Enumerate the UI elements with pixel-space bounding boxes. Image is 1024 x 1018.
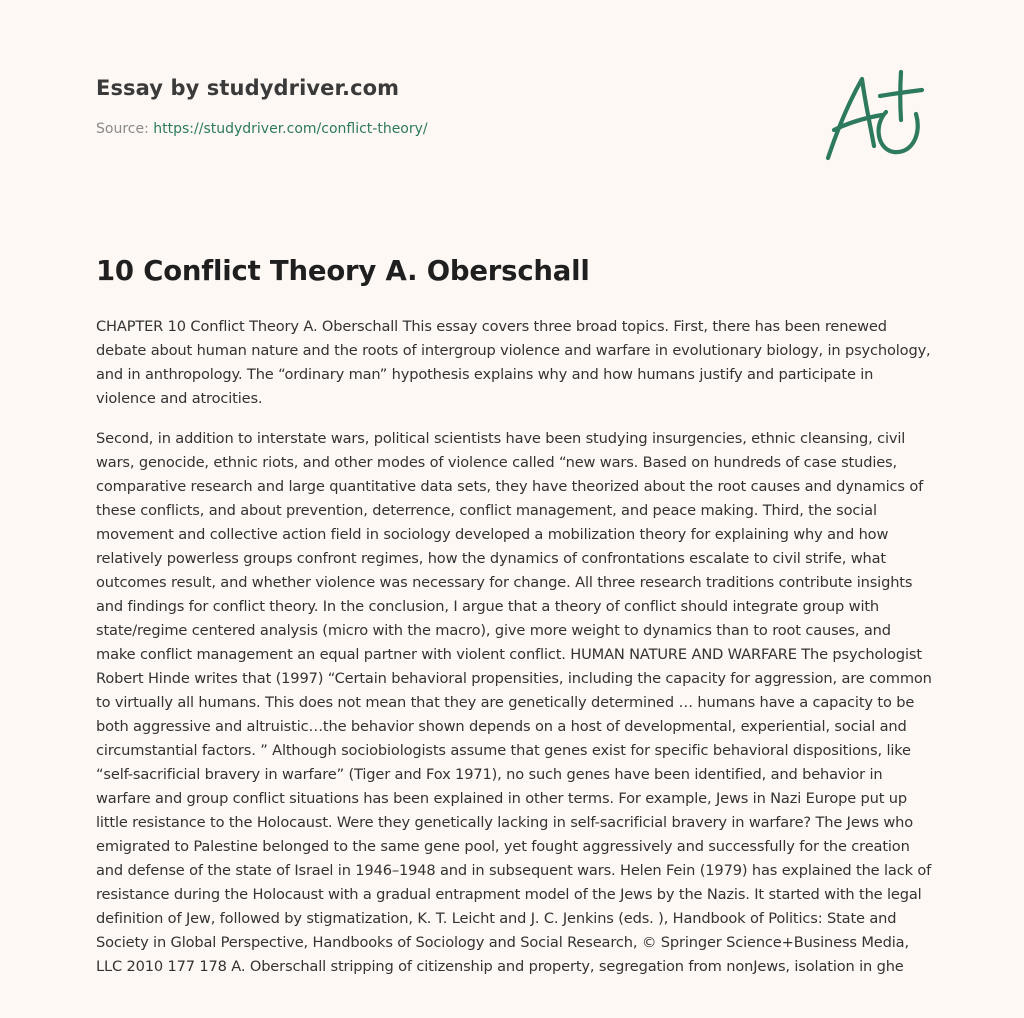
source-link[interactable]: https://studydriver.com/conflict-theory/ — [153, 121, 428, 137]
paragraph: CHAPTER 10 Conflict Theory A. Oberschall This essay covers three broad topics. First, there has been renewed debate about human nature and the roots of intergroup violence and warfare in evolutionary biology, in psychology, and in anthropology. The “ordinary man” hypothesis explains why and how humans justify and participate in violence and atrocities. — [96, 318, 931, 407]
article-title: 10 Conflict Theory A. Oberschall — [96, 255, 590, 287]
source-label: Source: — [96, 121, 154, 137]
page-header — [96, 76, 796, 137]
a-plus-logo-icon — [818, 66, 928, 166]
article-body — [96, 315, 932, 995]
site-brand: Essay by studydriver.com — [96, 76, 400, 100]
source-line — [96, 121, 796, 137]
paragraph: Second, in addition to interstate wars, political scientists have been studying insurgencies, ethnic cleansing, civil wars, genocide, ethnic riots, and other modes of violence called “new wars. Based on hundreds of case studies, comparative research and large quantitative data sets, they have theorized about the root causes and dynamics of these conflicts, and about prevention, deterrence, conflict management, and peace making. Third, the social movement and collective action field in sociology developed a mobilization theory for explaining why and how relatively powerless groups confront regimes, how the dynamics of confrontations escalate to civil strife, what outcomes result, and whether violence was necessary for change. All three research traditions contribute insights and findings for conflict theory. In the conclusion, I argue that a theory of conflict should integrate group with state/regime centered analysis (micro with the macro), give more weight to dynamics than to root causes, and make conflict management an equal partner with violent conflict. HUMAN NATURE AND WARFARE The psychologist Robert Hinde writes that (1997) “Certain behavioral propensities, including the capacity for aggression, are common to virtually all humans. This does not mean that they are genetically determined … humans have a capacity to be both aggressive and altruistic…the behavior shown depends on a host of developmental, experiential, social and circumstantial factors. ” Although sociobiologists assume that genes exist for specific behavioral dispositions, like “self-sacrificial bravery in warfare” (Tiger and Fox 1971), no such genes have been identified, and behavior in warfare and group conflict situations has been explained in other terms. For example, Jews in Nazi Europe put up little resistance to the Holocaust. Were they genetically lacking in self-sacrificial bravery in warfare? The Jews who emigrated to Palestine belonged to the same gene pool, yet fought aggressively and successfully for the creation and defense of the state of Israel in 1946–1948 and in subsequent wars. Helen Fein (1979) has explained the lack of resistance during the Holocaust with a gradual entrapment model of the Jews by the Nazis. It started with the legal definition of Jew, followed by stigmatization, K. T. Leicht and J. C. Jenkins (eds. ), Handbook of Politics: State and Society in Global Perspective, Handbooks of Sociology and Social Research, © Springer Science+Business Media, LLC 2010 177 178 A. Oberschall stripping of citizenship and property, segregation from nonJews, isolation in ghe — [96, 430, 932, 975]
